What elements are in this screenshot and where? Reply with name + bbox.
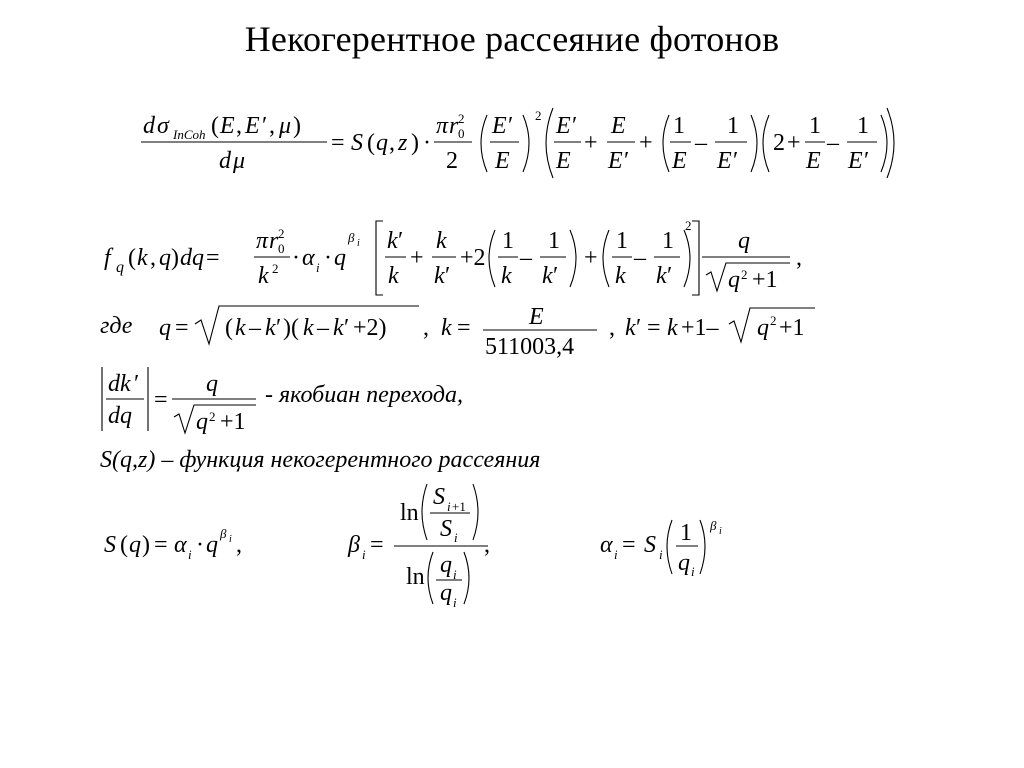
svg-text:S: S	[433, 484, 445, 510]
svg-text:′: ′	[864, 148, 870, 174]
svg-text:α: α	[600, 532, 613, 558]
svg-text:1: 1	[727, 113, 739, 139]
svg-text:i: i	[453, 567, 457, 582]
svg-text:=: =	[331, 130, 345, 156]
svg-text:q: q	[440, 552, 452, 578]
svg-text:ln: ln	[406, 564, 425, 590]
svg-text:′: ′	[344, 315, 350, 341]
svg-text:): )	[142, 532, 150, 558]
svg-text:q: q	[159, 315, 171, 341]
svg-text:q: q	[334, 245, 346, 271]
svg-text:α: α	[302, 245, 315, 271]
svg-text:d: d	[219, 148, 231, 174]
svg-text:dq: dq	[180, 245, 204, 271]
svg-text:E: E	[608, 148, 623, 174]
svg-text:2: 2	[209, 409, 216, 424]
svg-text:′: ′	[553, 263, 559, 289]
svg-text:k: k	[333, 315, 344, 341]
svg-text:′: ′	[572, 113, 578, 139]
svg-text:·: ·	[292, 245, 300, 271]
svg-text:,: ,	[609, 315, 615, 341]
svg-text:2: 2	[458, 111, 465, 126]
svg-text:2: 2	[741, 267, 748, 282]
svg-text:E: E	[492, 113, 507, 139]
svg-text:(: (	[367, 130, 375, 156]
svg-text:q: q	[206, 371, 218, 397]
svg-text:q: q	[196, 409, 208, 435]
svg-text:=: =	[370, 532, 384, 558]
svg-text:=: =	[154, 532, 168, 558]
svg-text:α: α	[174, 532, 187, 558]
svg-text:1: 1	[502, 228, 514, 254]
svg-text:1: 1	[616, 228, 628, 254]
equation-s-approximation	[100, 480, 740, 610]
svg-text:0: 0	[458, 126, 465, 141]
svg-text:+1: +1	[779, 315, 805, 341]
svg-text:)(: )(	[283, 315, 299, 341]
svg-text:=: =	[154, 387, 168, 413]
svg-text:S: S	[440, 516, 452, 542]
svg-text:′: ′	[262, 113, 268, 139]
svg-text:=: =	[647, 315, 661, 341]
svg-text:=: =	[175, 315, 189, 341]
svg-text:–: –	[520, 245, 532, 271]
svg-text:=: =	[206, 245, 220, 271]
equation-jacobian	[100, 365, 270, 440]
svg-text:,: ,	[236, 113, 242, 139]
svg-text:E: E	[848, 148, 863, 174]
svg-text:′: ′	[636, 315, 642, 341]
equation-q-definition	[155, 300, 835, 360]
svg-text:·: ·	[196, 532, 204, 558]
svg-text:(: (	[225, 315, 233, 341]
svg-text:2: 2	[535, 108, 542, 123]
svg-text:): )	[171, 245, 179, 271]
svg-text:q: q	[757, 315, 769, 341]
svg-text:q: q	[678, 550, 690, 576]
svg-text:k: k	[258, 263, 269, 289]
svg-text:dq: dq	[108, 403, 132, 429]
svg-text:μ: μ	[279, 113, 292, 139]
svg-text:β: β	[348, 230, 355, 245]
svg-text:q: q	[206, 532, 218, 558]
svg-text:k: k	[501, 263, 512, 289]
svg-text:′: ′	[733, 148, 739, 174]
svg-text:E: E	[806, 148, 821, 174]
svg-text:′: ′	[134, 371, 140, 397]
svg-text:′: ′	[398, 228, 404, 254]
svg-text:2: 2	[770, 313, 777, 328]
svg-text:): )	[411, 130, 419, 156]
where-label: где	[100, 313, 133, 339]
svg-text:σ: σ	[157, 113, 169, 139]
svg-text:q: q	[440, 580, 452, 606]
svg-text:,: ,	[484, 532, 490, 558]
svg-text:=: =	[457, 315, 471, 341]
svg-text:2: 2	[272, 261, 279, 276]
svg-text:E: E	[717, 148, 732, 174]
svg-text:k: k	[434, 263, 445, 289]
equation-incoherent-cross-section	[135, 100, 915, 185]
svg-text:q: q	[738, 228, 750, 254]
svg-text:2: 2	[278, 226, 285, 241]
svg-text:q: q	[159, 245, 171, 271]
svg-text:i: i	[691, 564, 695, 579]
svg-text:i: i	[188, 547, 192, 562]
svg-text:i: i	[719, 526, 722, 537]
svg-text:+: +	[410, 245, 424, 271]
svg-text:i: i	[357, 238, 360, 249]
svg-text:β: β	[220, 526, 227, 541]
svg-text:f: f	[104, 245, 111, 271]
svg-text:k: k	[656, 263, 667, 289]
svg-text:–: –	[634, 245, 646, 271]
svg-text:2: 2	[446, 148, 458, 174]
svg-text:–: –	[249, 315, 261, 341]
svg-text:E: E	[220, 113, 235, 139]
svg-text:–: –	[317, 315, 329, 341]
svg-text:+2): +2)	[353, 315, 387, 341]
svg-text:E: E	[495, 148, 510, 174]
svg-text:′: ′	[508, 113, 514, 139]
svg-text:0: 0	[278, 241, 285, 256]
svg-text:=: =	[622, 532, 636, 558]
svg-text:k: k	[235, 315, 246, 341]
svg-text:,: ,	[236, 532, 242, 558]
svg-text:+1: +1	[220, 409, 246, 435]
svg-text:E: E	[672, 148, 687, 174]
svg-text:1: 1	[662, 228, 674, 254]
svg-text:(: (	[211, 113, 219, 139]
svg-text:,: ,	[269, 113, 275, 139]
svg-text:E: E	[556, 113, 571, 139]
svg-text:′: ′	[624, 148, 630, 174]
svg-text:+1–: +1–	[681, 315, 719, 341]
svg-text:β: β	[710, 518, 717, 533]
svg-text:): )	[293, 113, 301, 139]
svg-text:–: –	[695, 130, 707, 156]
svg-text:E: E	[245, 113, 260, 139]
svg-text:E: E	[529, 304, 544, 330]
svg-text:i: i	[447, 499, 451, 514]
equation-momentum-distribution	[100, 215, 820, 305]
svg-text:k: k	[388, 263, 399, 289]
svg-text:+: +	[584, 245, 598, 271]
svg-text:–: –	[827, 130, 839, 156]
svg-text:q: q	[116, 259, 124, 276]
svg-text:,: ,	[423, 315, 429, 341]
svg-text:1: 1	[680, 520, 692, 546]
svg-text:k: k	[436, 228, 447, 254]
svg-text:i: i	[453, 595, 457, 610]
svg-text:,: ,	[389, 130, 395, 156]
svg-text:2: 2	[773, 130, 785, 156]
svg-text:ln: ln	[400, 500, 419, 526]
svg-text:k: k	[441, 315, 452, 341]
svg-text:,: ,	[150, 245, 156, 271]
svg-text:i: i	[614, 547, 618, 562]
svg-text:μ: μ	[233, 148, 246, 174]
jacobian-caption: - якобиан перехода,	[265, 382, 463, 408]
svg-text:+: +	[584, 130, 598, 156]
svg-text:′: ′	[276, 315, 282, 341]
svg-text:k: k	[667, 315, 678, 341]
svg-text:i: i	[659, 547, 663, 562]
svg-text:S: S	[351, 130, 363, 156]
svg-text:+: +	[787, 130, 801, 156]
svg-text:S: S	[104, 532, 116, 558]
svg-text:·: ·	[324, 245, 332, 271]
svg-text:k: k	[265, 315, 276, 341]
svg-text:k: k	[137, 245, 148, 271]
svg-text:k: k	[542, 263, 553, 289]
svg-text:·: ·	[423, 130, 431, 156]
svg-text:i: i	[229, 534, 232, 545]
svg-text:π: π	[256, 228, 269, 254]
svg-text:1: 1	[809, 113, 821, 139]
svg-text:k: k	[303, 315, 314, 341]
svg-text:k: k	[625, 315, 636, 341]
svg-text:′: ′	[667, 263, 673, 289]
svg-text:E: E	[611, 113, 626, 139]
svg-text:i: i	[316, 260, 320, 275]
svg-text:(: (	[128, 245, 136, 271]
svg-text:1: 1	[548, 228, 560, 254]
svg-text:π: π	[436, 113, 449, 139]
svg-text:q: q	[728, 267, 740, 293]
svg-text:′: ′	[445, 263, 451, 289]
svg-text:z: z	[398, 130, 408, 156]
svg-text:S: S	[644, 532, 656, 558]
svg-text:k: k	[387, 228, 398, 254]
svg-text:InCoh: InCoh	[173, 127, 206, 142]
svg-text:i: i	[362, 547, 366, 562]
slide-title: Некогерентное рассеяние фотонов	[244, 19, 780, 59]
constant-label: 511003,4	[485, 334, 575, 360]
svg-text:β: β	[348, 532, 360, 558]
svg-text:+: +	[639, 130, 653, 156]
svg-text:+2: +2	[460, 245, 486, 271]
svg-text:q: q	[129, 532, 141, 558]
svg-text:+1: +1	[452, 499, 466, 514]
svg-text:r: r	[449, 113, 459, 139]
svg-text:(: (	[120, 532, 128, 558]
svg-text:1: 1	[673, 113, 685, 139]
svg-text:dk: dk	[108, 371, 131, 397]
svg-text:,: ,	[796, 245, 802, 271]
svg-text:i: i	[454, 530, 458, 545]
svg-text:k: k	[615, 263, 626, 289]
s-function-caption: S(q,z) – функция некогерентного рассеяния	[100, 447, 541, 473]
svg-text:1: 1	[857, 113, 869, 139]
svg-text:d: d	[143, 113, 155, 139]
svg-text:q: q	[376, 130, 388, 156]
svg-text:r: r	[269, 228, 279, 254]
svg-text:+1: +1	[752, 267, 778, 293]
svg-text:2: 2	[685, 218, 692, 233]
svg-text:E: E	[556, 148, 571, 174]
